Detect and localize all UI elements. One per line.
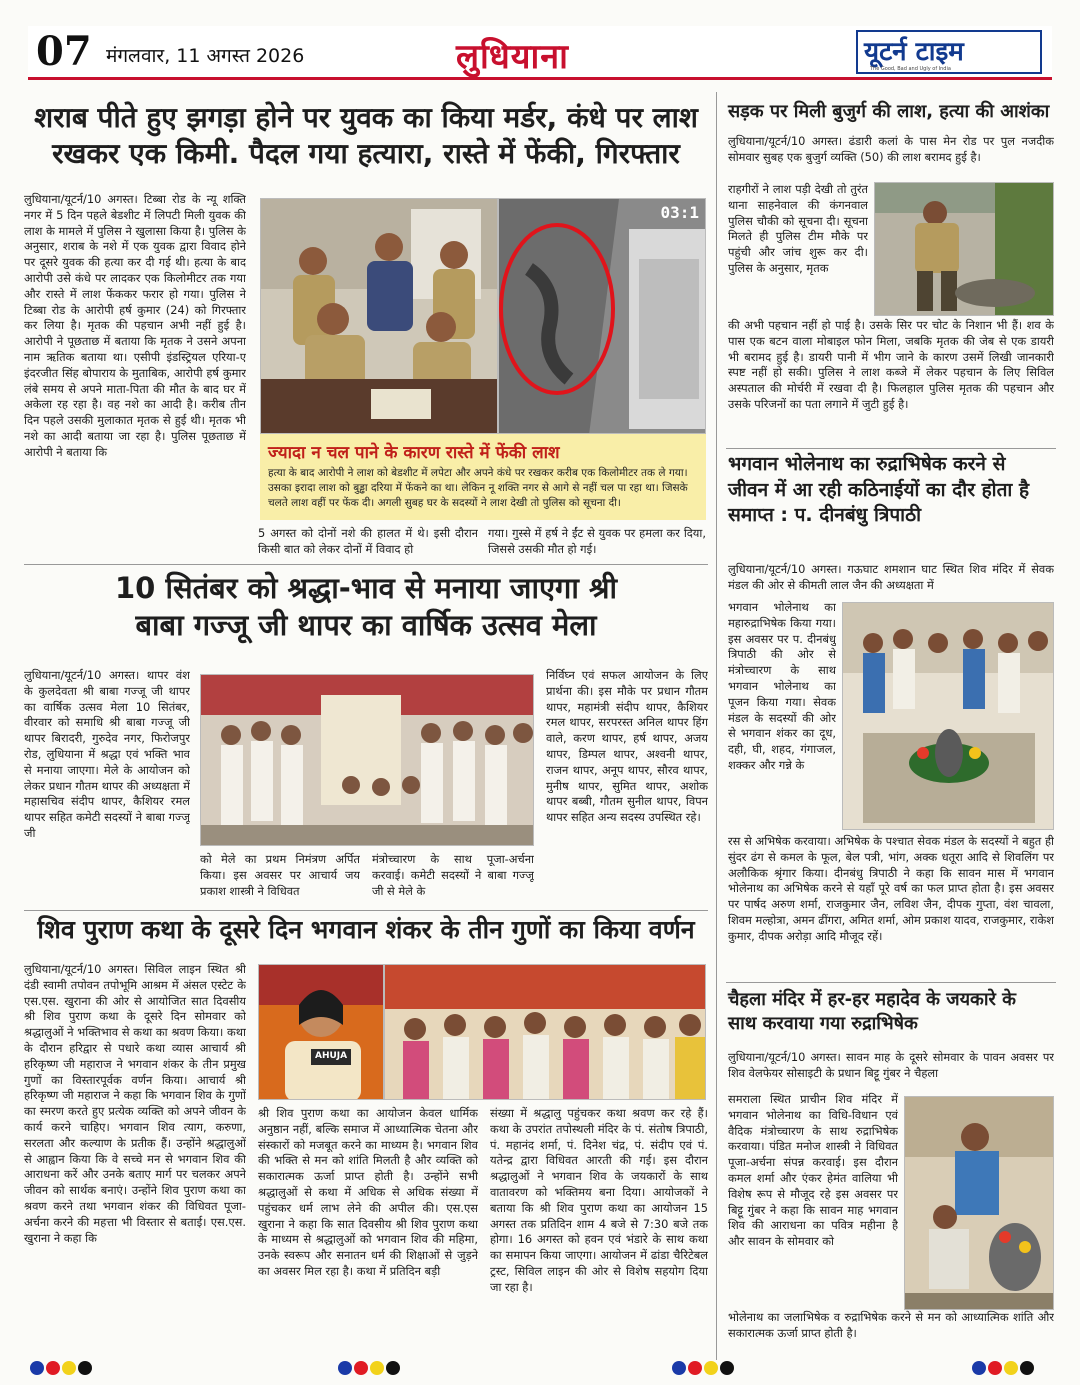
rudrabhishek-headline-line3: समाप्त : प. दीनबंधु त्रिपाठी <box>728 504 922 527</box>
reg-dot-blue <box>672 1361 686 1375</box>
reg-dot-black <box>78 1361 92 1375</box>
chehla-headline <box>728 988 1058 1037</box>
registration-marks-1 <box>30 1360 94 1378</box>
bodyfound-intro: लुधियाना/यूटर्न/10 अगस्त। ढंडारी कलां के पास मेन रोड पर पुल नजदीक सोमवार सुबह एक बुजुर्ग व्यक्ति (50) की लाश बरामद हुई है। <box>728 134 1054 164</box>
murder-headline-line2: रखकर एक किमी. पैदल गया हत्यारा, रास्ते में फेंकी, गिरफ्तार <box>52 136 680 170</box>
logo-tagline: The Good, Bad and Ugly of India <box>870 66 951 72</box>
chehla-headline-line1: चैहला मंदिर में हर-हर महादेव के जयकारे के <box>728 989 1016 1010</box>
fair-col4: निर्विघ्न एवं सफल आयोजन के लिए प्रार्थना की। इस मौके पर प्रधान गौतम थापर, महामंत्री संदीप थापर, कैशियर रमल थापर, सरपरस्त अनिल थापर हिंग वाले, करण थापर, हर्ष थापर, अजय थापर, डिम्पल थापर, अश्वनी थापर, राजन थापर, अनूप थापर, सौरव थापर, मुनीष थापर, सुमित थापर, अशोक थापर बब्बी, गौतम सुनील थापर, विपन थापर सहित अन्य सदस्य उपस्थित रहे। <box>546 668 708 825</box>
murder-col1: लुधियाना/यूटर्न/10 अगस्त। टिब्बा रोड के न्यू शक्ति नगर में 5 दिन पहले बेडशीट में लिपटी मिली युवक की लाश के मामले में पुलिस ने खुलासा किया है। पुलिस के अनुसार, शराब के नशे में एक युवक द्वारा विवाद होने पर दूसरे युवक की हत्या कर दी गई थी। हत्या के बाद आरोपी उसे कंधे पर लादकर एक किलोमीटर तक गया और रास्ते में लाश फेंककर फरार हो गया। पुलिस ने टिब्बा रोड के आरोपी हर्ष कुमार (24) को गिरफ्तार कर लिया है। मृतक की पहचान अभी नहीं हुई है। आरोपी ने पूछताछ में बताया कि मृतक ने उसने अपना नाम ऋतिक बताया था। एसीपी इंडस्ट्रियल एरिया-ए इंदरजीत सिंह बोपाराय के मुताबिक, आरोपी हर्ष कुमार लंबे समय से अपने माता-पिता की मौत के बाद घर में अकेला रह रहा है। वह नशे का आदी है। करीब तीन दिन पहले उसकी मुलाकात मृतक से हुई थी। मृतक भी नशे का आदी बताया जा रहा है। पुलिस पूछताछ में आरोपी ने बताया कि <box>24 192 246 459</box>
caption-text: हत्या के बाद आरोपी ने लाश को बेडशीट में लपेटा और अपने कंधे पर रखकर करीब एक किलोमीटर तक ले गया। उसका इरादा लाश को बुड्ढा दरिया में फेंकने का था। लेकिन नू शक्ति नगर से आगे से नहीं चल पा रहा था। जिसके चलते लाश वहीं पर फेंक दी। अगली सुबह घर के सदस्यों ने लाश देखी तो पुलिस को सूचना दी। <box>268 467 688 509</box>
fair-headline <box>24 570 708 644</box>
devotees-image <box>385 965 706 1100</box>
masthead <box>28 26 1052 80</box>
chehla-headline-line2: साथ करवाया गया रुद्राभिषेक <box>728 1013 918 1035</box>
bodyfound-rest: की अभी पहचान नहीं हो पाई है। उसके सिर पर चोट के निशान भी हैं। शव के पास एक बटन वाला मोबाइल फोन मिला, जबकि मृतक की जेब से एक डायरी भी बरामद हुई है। डायरी पानी में भीग जाने के कारण उसमें लिखी जानकारी स्पष्ट नहीं हो सकी। पुलिस ने लाश कब्जे में लेकर पहचान के लिए सिविल अस्पताल की मोर्चरी में रखवा दी है। फिलहाल पुलिस मृतक की पहचान और उसके परिजनों का पता लगाने में जुटी हुई है। <box>728 318 1054 411</box>
reg-dot-black <box>1020 1361 1034 1375</box>
reg-dot-black <box>386 1361 400 1375</box>
section-rule <box>726 982 1056 983</box>
section-rule <box>726 448 1056 449</box>
page-date: मंगलवार, 11 अगस्त 2026 <box>106 45 305 67</box>
chehla-rest: भोलेनाथ का जलाभिषेक व रुद्राभिषेक करने से मन को आध्यात्मिक शांति और सकारात्मक ऊर्जा प्राप्त होती है। <box>728 1310 1054 1340</box>
police-press-photo <box>260 198 498 434</box>
devotees-photo <box>384 964 706 1100</box>
reg-dot-red <box>988 1361 1002 1375</box>
city-section-title: लुधियाना <box>456 37 569 77</box>
bodyfound-image <box>875 183 1054 316</box>
kathavachak-photo <box>258 964 384 1100</box>
cctv-image <box>499 199 706 434</box>
rudrabhishek-photo <box>842 602 1054 830</box>
mic-label: AHUJA <box>315 1051 348 1061</box>
cctv-photo <box>498 198 706 434</box>
shivpuran-col3: संख्या में श्रद्धालु पहुंचकर कथा श्रवण कर रहे हैं। कथा के उपरांत तपोस्थली मंदिर के पं. संतोष त्रिपाठी, पं. महानंद शर्मा, पं. दिनेश चंद्र, पं. संदीप एवं पं. यतेन्द्र द्वारा विधिवत आरती की गई। इस दौरान श्रद्धालुओं ने भगवान शिव के जयकारों के साथ वातावरण को भक्तिमय बना दिया। आयोजकों ने बताया कि श्री शिव पुराण कथा का आयोजन 15 अगस्त तक प्रतिदिन शाम 4 बजे से 7:30 बजे तक होगा। 16 अगस्त को हवन एवं भंडारे के साथ कथा का समापन किया जाएगा। आयोजन में ढांडा चैरिटेबल ट्रस्ट, सिविल लाइन की ओर से विशेष सहयोग दिया जा रहा है। <box>490 1106 708 1294</box>
chehla-puja-image <box>905 1097 1054 1310</box>
rudrabhishek-intro: लुधियाना/यूटर्न/10 अगस्त। गऊघाट शमशान घाट स्थित शिव मंदिर में सेवक मंडल की ओर से कीमती लाल जैन की अध्यक्षता में <box>728 562 1054 592</box>
reg-dot-red <box>46 1361 60 1375</box>
fair-group-photo <box>200 674 534 846</box>
chehla-photo <box>904 1096 1054 1310</box>
rudrabhishek-rest: रस से अभिषेक करवाया। अभिषेक के पश्चात सेवक मंडल के सदस्यों ने बहुत ही सुंदर ढंग से कमल के फूल, बेल पत्री, भांग, अक्क धतूरा आदि से शिवलिंग पर अलौकिक श्रृंगार किया। दीनबंधु त्रिपाठी ने कहा कि सावन मास में भगवान भोलेनाथ का अभिषेक करने से यहाँ पूरे वर्ष का फल प्राप्त होता है। इस अवसर पर पार्षद अरुण शर्मा, राजकुमार जैन, लविश जैन, दीपक गुप्ता, वंश चावला, शिवम मल्होत्रा, अमन ढींगरा, अमित शर्मा, ओम प्रकाश यादव, राजकुमार, राकेश कुमार, दीपक अरोड़ा आदि मौजूद रहें। <box>728 834 1054 943</box>
shivpuran-col1: लुधियाना/यूटर्न/10 अगस्त। सिविल लाइन स्थित श्री दंडी स्वामी तपोवन तपोभूमि आश्रम में अंसल एस्टेट के एस.एस. खुराना की ओर से आयोजित सात दिवसीय श्री शिव पुराण कथा के दूसरे दिन सोमवार को श्रद्धालुओं ने भक्तिभाव से कथा का श्रवण किया। कथा के दौरान हरिद्वार से पधारे कथा व्यास आचार्य श्री हरिकृष्ण जी महाराज ने भगवान शंकर के तीन प्रमुख गुणों का विस्तारपूर्वक वर्णन किया। आचार्य श्री हरिकृष्ण जी महाराज ने कहा कि भगवान शिव के गुणों का स्मरण करते हुए प्रत्येक व्यक्ति को अपने जीवन के कार्य करने चाहिए। भगवान शिव त्याग, करुणा, सरलता और कल्याण के प्रतीक हैं। उन्होंने श्रद्धालुओं से आह्वान किया कि वे सच्चे मन से भगवान शिव की आराधना करें और उनके बताए मार्ग पर चलकर अपने जीवन को सार्थक बनाएं। उन्होंने शिव पुराण कथा का श्रवण करने तथा भगवान शंकर की विधिवत पूजा-अर्चना करने की महत्ता भी विस्तार से बताई। एस.एस. खुराना ने कहा कि <box>24 962 246 1245</box>
reg-dot-blue <box>30 1361 44 1375</box>
section-rule <box>24 564 708 565</box>
reg-dot-red <box>688 1361 702 1375</box>
rudrabhishek-side: भगवान भोलेनाथ का महारुद्राभिषेक किया गया। इस अवसर पर प. दीनबंधु त्रिपाठी की ओर से मंत्रोच्चारण के साथ भगवान भोलेनाथ का पूजन किया गया। सेवक मंडल के सदस्यों की ओर से भगवान शंकर का दूध, दही, घी, शहद, गंगाजल, शक्कर और गन्ने के <box>728 600 836 772</box>
murder-headline <box>24 100 708 172</box>
shivpuran-col2: श्री शिव पुराण कथा का आयोजन केवल धार्मिक अनुष्ठान नहीं, बल्कि समाज में आध्यात्मिक चेतना और संस्कारों को मजबूत करने का माध्यम है। भगवान शिव की भक्ति से मन को शांति मिलती है और व्यक्ति को सकारात्मक ऊर्जा प्राप्त होती है। उन्होंने सभी श्रद्धालुओं से कथा में अधिक से अधिक संख्या में पहुंचकर धर्म लाभ लेने की अपील की। एस.एस खुराना ने कहा कि सात दिवसीय श्री शिव पुराण कथा के माध्यम से श्रद्धालुओं को भगवान शिव की महिमा, उनके स्वरूप और सनातन धर्म की शिक्षाओं से जुड़ने का अवसर मिल रहा है। कथा में प्रतिदिन बड़ी <box>258 1106 478 1278</box>
logo-text: यूटर्न टाइम <box>864 37 964 67</box>
reg-dot-yellow <box>1004 1361 1018 1375</box>
reg-dot-yellow <box>704 1361 718 1375</box>
section-rule <box>24 910 708 911</box>
column-divider <box>716 92 717 1360</box>
page-number: 07 <box>36 28 92 75</box>
fair-headline-line1: 10 सितंबर को श्रद्धा-भाव से मनाया जाएगा श्री <box>115 571 617 605</box>
murder-headline-line1: शराब पीते हुए झगड़ा होने पर युवक का किया मर्डर, कंधे पर लाश <box>34 101 698 134</box>
bodyfound-photo <box>874 182 1054 316</box>
fair-col1: लुधियाना/यूटर्न/10 अगस्त। थापर वंश के कुलदेवता श्री बाबा गज्जू जी थापर का वार्षिक उत्सव मेला 10 सितंबर, वीरवार को समाधि श्री बाबा गज्जू जी थापर बिरादरी, गुरुदेव नगर, फिरोजपुर रोड, लुधियाना में श्रद्धा एवं भक्ति भाव से मनाया जाएगा। मेले के आयोजन को लेकर प्रधान गौतम थापर की अध्यक्षता में महासचिव संदीप थापर, कैशियर रमल थापर सहित कमेटी सदस्यों ने बाबा गज्जू जी <box>24 668 190 840</box>
reg-dot-black <box>720 1361 734 1375</box>
chehla-side: समराला स्थित प्राचीन शिव मंदिर में भगवान भोलेनाथ का विधि-विधान एवं वैदिक मंत्रोच्चारण के साथ रुद्राभिषेक करवाया। पंडित मनोज शास्त्री ने विधिवत पूजा-अर्चना संपन्न करवाई। इस दौरान कमल शर्मा और एंकर हेमंत वालिया भी विशेष रूप से मौजूद रहे इस अवसर पर बिट्टू गुंबर ने कहा कि सावन माह भगवान शिव की आराधना का पवित्र महीना है और सावन के सोमवार को <box>728 1092 898 1249</box>
rudrabhishek-headline <box>728 452 1058 529</box>
reg-dot-yellow <box>62 1361 76 1375</box>
reg-dot-red <box>354 1361 368 1375</box>
murder-caption-box <box>260 434 706 520</box>
bodyfound-side: राहगीरों ने लाश पड़ी देखी तो तुरंत थाना साहनेवाल की कंगनवाल पुलिस चौकी को सूचना दी। सूचना मिलते ही पुलिस टीम मौके पर पहुंची और जांच शुरू कर दी। पुलिस के अनुसार, मृतक <box>728 182 868 275</box>
rudrabhishek-headline-line2: जीवन में आ रही कठिनाईयों का दौर होता है <box>728 478 1030 501</box>
reg-dot-yellow <box>370 1361 384 1375</box>
bodyfound-headline: सड़क पर मिली बुजुर्ग की लाश, हत्या की आशंका <box>728 101 1050 122</box>
reg-dot-blue <box>338 1361 352 1375</box>
fair-col2: को मेले का प्रथम निमंत्रण अर्पित किया। इस अवसर पर आचार्य जय प्रकाश शास्त्री ने विधिवत <box>200 852 360 898</box>
cctv-timestamp: 03:1 <box>660 203 699 222</box>
newspaper-logo <box>856 30 1042 74</box>
murder-col2: 5 अगस्त को दोनों नशे की हालत में थे। इसी दौरान किसी बात को लेकर दोनों में विवाद हो <box>258 526 478 556</box>
shivpuran-headline: शिव पुराण कथा के दूसरे दिन भगवान शंकर के तीन गुणों का किया वर्णन <box>37 915 695 944</box>
fair-headline-line2: बाबा गज्जू जी थापर का वार्षिक उत्सव मेला <box>135 608 597 643</box>
registration-marks-2 <box>338 1360 402 1378</box>
rudrabhishek-headline-line1: भगवान भोलेनाथ का रुद्राभिषेक करने से <box>728 453 1006 475</box>
registration-marks-4 <box>972 1360 1036 1378</box>
murder-col3: गया। गुस्से में हर्ष ने ईंट से युवक पर हमला कर दिया, जिससे उसकी मौत हो गई। <box>488 526 706 556</box>
shivling-puja-image <box>843 603 1054 830</box>
registration-marks-3 <box>672 1360 736 1378</box>
kathavachak-image <box>259 965 384 1100</box>
fair-group-image <box>201 675 534 846</box>
caption-title: ज्यादा न चल पाने के कारण रास्ते में फेंकी लाश <box>268 443 560 463</box>
reg-dot-blue <box>972 1361 986 1375</box>
fair-col3: मंत्रोच्चारण के साथ पूजा-अर्चना करवाई। कमेटी सदस्यों ने बाबा गज्जू जी से मेले के <box>372 852 534 898</box>
chehla-intro: लुधियाना/यूटर्न/10 अगस्त। सावन माह के दूसरे सोमवार के पावन अवसर पर शिव वेलफेयर सोसाइटी के प्रधान बिट्टू गुंबर ने चैहला <box>728 1050 1054 1080</box>
police-group-image <box>261 199 498 434</box>
